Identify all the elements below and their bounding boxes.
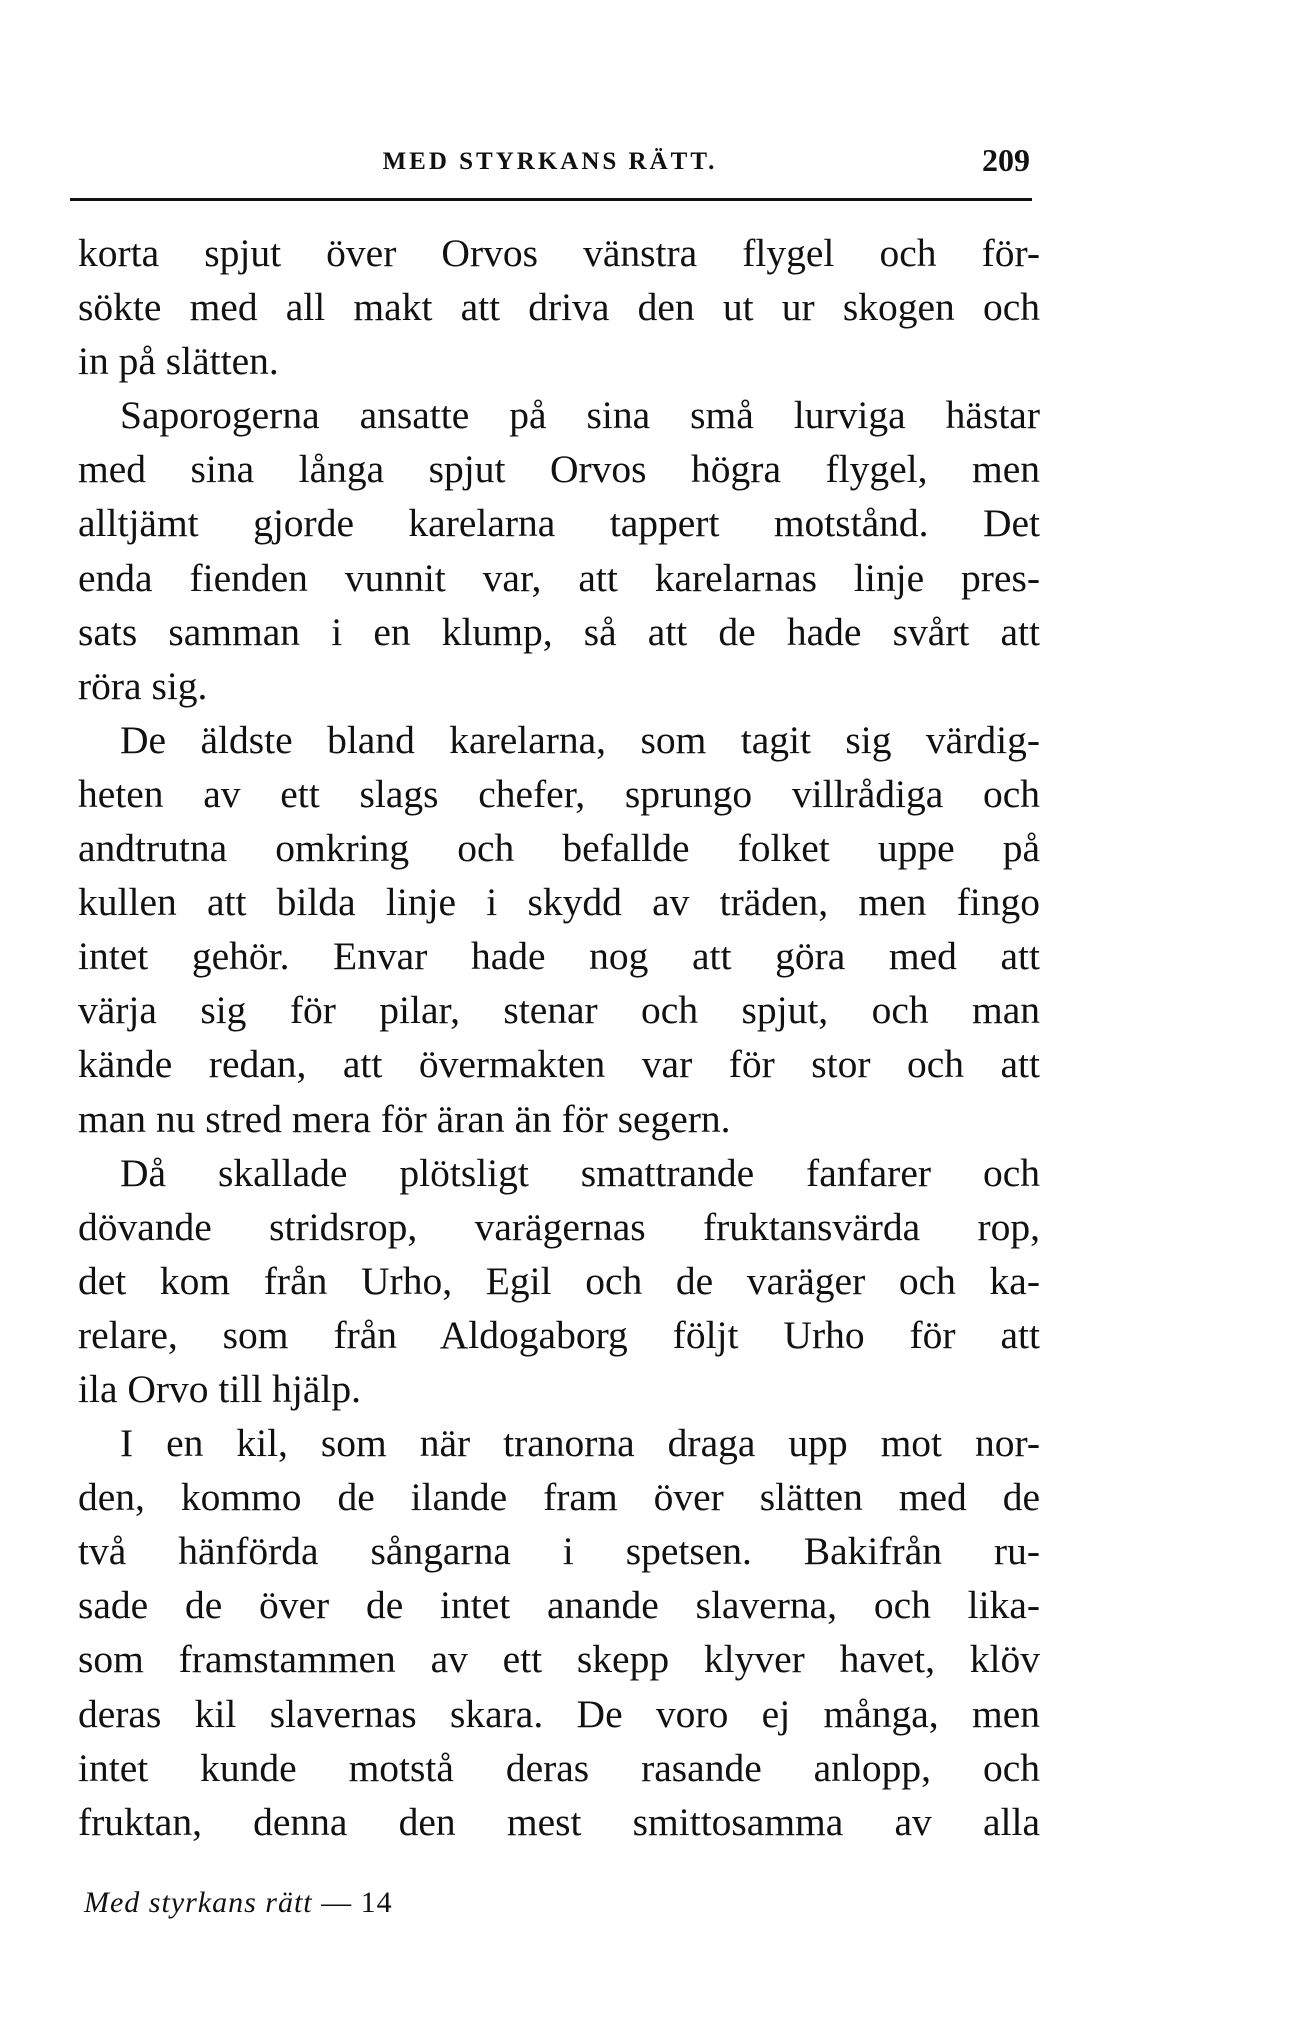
text-line: deras kil slavernas skara. De voro ej många, men bbox=[78, 1691, 1040, 1736]
body-text bbox=[78, 226, 1040, 1849]
text-line: man nu stred mera för äran än för segern. bbox=[78, 1096, 731, 1141]
signature-number: 14 bbox=[360, 1886, 393, 1919]
text-line: De äldste bland karelarna, som tagit sig värdig- bbox=[120, 717, 1040, 762]
text-line: Då skallade plötsligt smattrande fanfarer och bbox=[120, 1150, 1040, 1195]
text-line: kullen att bilda linje i skydd av träden, men fingo bbox=[78, 880, 1040, 925]
text-line: det kom från Urho, Egil och de varäger och ka- bbox=[78, 1258, 1040, 1303]
page-number: 209 bbox=[982, 142, 1030, 178]
text-line: röra sig. bbox=[78, 663, 208, 708]
text-line: sade de över de intet anande slaverna, och lika- bbox=[78, 1583, 1040, 1628]
text-line: heten av ett slags chefer, sprungo villrådiga och bbox=[78, 771, 1040, 816]
text-line: intet kunde motstå deras rasande anlopp, och bbox=[78, 1745, 1040, 1790]
text-line: ila Orvo till hjälp. bbox=[78, 1366, 362, 1411]
text-line: två hänförda sångarna i spetsen. Bakifrån ru- bbox=[78, 1529, 1040, 1574]
running-title: MED STYRKANS RÄTT. bbox=[382, 148, 718, 175]
signature-title: Med styrkans rätt bbox=[84, 1886, 313, 1919]
text-line: alltjämt gjorde karelarna tappert motstånd. Det bbox=[78, 501, 1040, 546]
text-line: fruktan, denna den mest smittosamma av alla bbox=[78, 1799, 1040, 1844]
text-line: kände redan, att övermakten var för stor och att bbox=[78, 1042, 1040, 1087]
signature-mark bbox=[84, 1886, 393, 1920]
text-line: som framstammen av ett skepp klyver havet, klöv bbox=[78, 1637, 1040, 1682]
text-line: enda fienden vunnit var, att karelarnas linje pres- bbox=[78, 555, 1040, 600]
text-line: I en kil, som när tranorna draga upp mot nor- bbox=[120, 1421, 1040, 1466]
text-line: den, kommo de ilande fram över slätten med de bbox=[78, 1475, 1040, 1520]
header-rule bbox=[70, 198, 1032, 201]
text-line: med sina långa spjut Orvos högra flygel, men bbox=[78, 447, 1040, 492]
text-line: värja sig för pilar, stenar och spjut, och man bbox=[78, 988, 1040, 1033]
text-line: relare, som från Aldogaborg följt Urho för att bbox=[78, 1312, 1040, 1357]
text-line: Saporogerna ansatte på sina små lurviga hästar bbox=[120, 393, 1040, 438]
text-line: intet gehör. Envar hade nog att göra med att bbox=[78, 934, 1040, 979]
signature-dash: — bbox=[321, 1886, 353, 1919]
text-line: dövande stridsrop, varägernas fruktansvärda rop, bbox=[78, 1204, 1040, 1249]
text-line: in på slätten. bbox=[78, 339, 279, 384]
text-line: sökte med all makt att driva den ut ur skogen och bbox=[78, 285, 1040, 330]
text-line: andtrutna omkring och befallde folket uppe på bbox=[78, 826, 1040, 871]
text-line: korta spjut över Orvos vänstra flygel och för- bbox=[78, 231, 1040, 275]
running-head bbox=[70, 142, 1030, 192]
text-line: sats samman i en klump, så att de hade svårt att bbox=[78, 609, 1040, 654]
